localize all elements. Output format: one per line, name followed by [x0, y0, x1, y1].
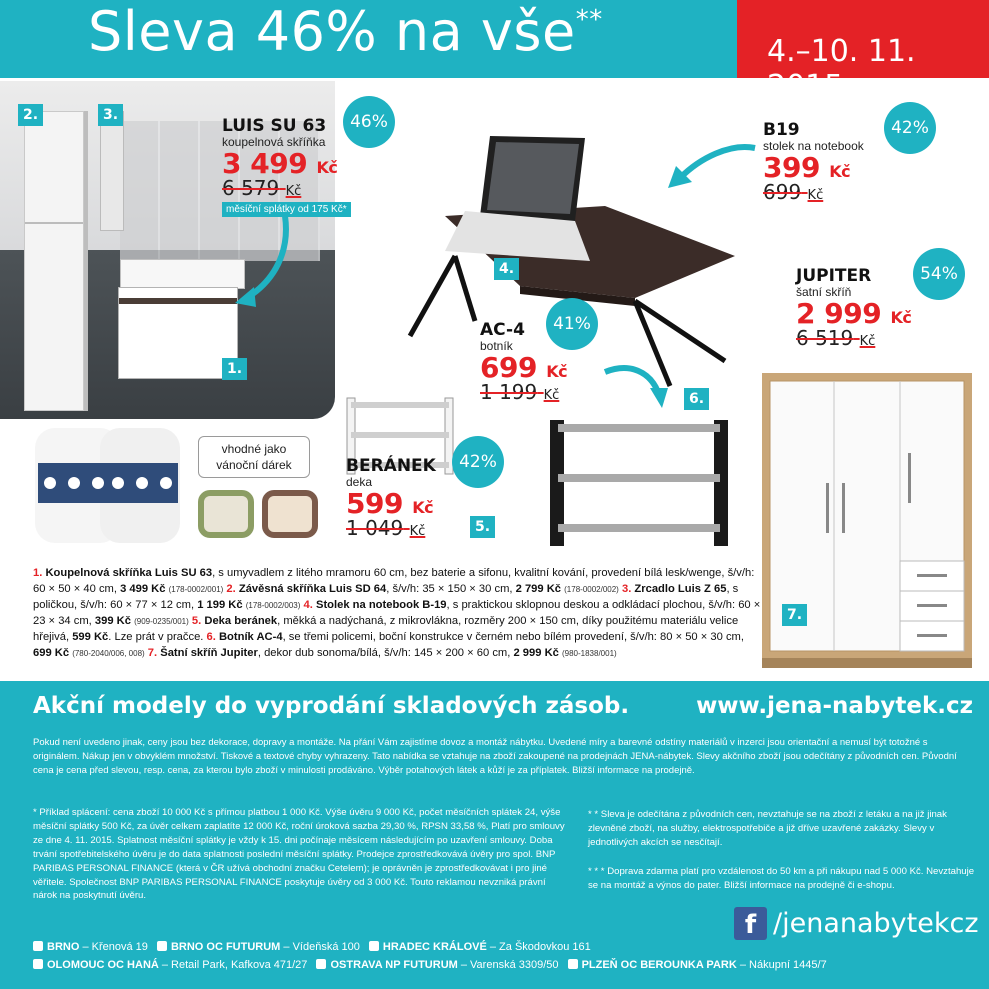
original-price: 1 199 Kč [480, 380, 560, 405]
discount-badge-jupiter: 54% [913, 248, 965, 300]
product-number-2: 2. [18, 104, 43, 126]
bullet-icon [568, 959, 578, 969]
product-subtitle: deka [346, 474, 373, 489]
original-price: 6 519 Kč [796, 326, 876, 351]
blanket-brown-image [262, 490, 318, 538]
store-item: OSTRAVA NP FUTURUM – Varenská 3309/50 [316, 957, 558, 975]
store-item: HRADEC KRÁLOVÉ – Za Škodovkou 161 [369, 939, 591, 957]
product-number-5: 5. [470, 516, 495, 538]
desc-item-7: 7. Šatní skříň Jupiter, dekor dub sonoma/bílá, š/v/h: 145 × 200 × 60 cm, 2 999 Kč (980-1838/001) [147, 647, 617, 660]
bullet-icon [316, 959, 326, 969]
delivery-terms-note: * * * Doprava zdarma platí pro vzdálenost do 50 km a při nákupu nad 5 000 Kč. Nevztahuje se na montáž a výnos do pater. Bližší informace na prodejně či e-shopu. [588, 866, 975, 891]
discount-badge-ac4: 41% [546, 298, 598, 350]
blanket-green-image [198, 490, 254, 538]
tall-cabinet-image [24, 111, 84, 411]
bullet-icon [33, 941, 43, 951]
footer-tagline: Akční modely do vyprodání skladových zásob. [33, 693, 630, 719]
desc-item-6: 6. Botník AC-4, se třemi policemi, boční konstrukce v černém nebo bílém provedení, š/v/h: 80 × 50 × 30 cm, 699 Kč (780-2040/006, 008) [33, 631, 744, 660]
product-number-1: 1. [222, 358, 247, 380]
discount-badge-luis: 46% [343, 96, 395, 148]
credit-example-note: * Příklad splácení: cena zboží 10 000 Kč s přímou platbou 1 000 Kč. Výše úvěru 9 000 Kč, počet měsíčních splátek 24, výše měsíční splátky 500 Kč, za úvěr celkem zaplatíte 12 000 Kč, roční úroková sazba 29,30 %, RPSN 33,58 %, Platí pro smlouvy ze dne 4. 11. 2015. Splatnost měsíční splátky je vždy k 15. dni počínaje měsícem následujícím po uzavření smlouvy. Doba trvání spotřebitelského úvěru je do data splatnosti poslední měsíční splátky. Prodejce zprostředkovává úvěry pro spol. BNP PARIBAS PERSONAL FINANCE (která v ČR užívá obchodní značku Cetelem); je oprávněn je zprostředkovávat i pro jiné věřitele. Společnost BNP PARIBAS PERSONAL FINANCE poskytuje úvěry od 3 000 Kč. Touto reklamou nevzniká právní nárok na poskytnutí úvěru. [33, 807, 565, 902]
product-name: BERÁNEK [346, 456, 436, 476]
promo-date-badge: 4.–10. 11. [737, 0, 989, 78]
arrow-icon [660, 138, 760, 198]
discount-badge-beranek: 42% [452, 436, 504, 488]
product-subtitle: šatní skříň [796, 284, 852, 299]
original-price: 1 049 Kč [346, 516, 426, 541]
store-item: PLZEŇ OC BEROUNKA PARK – Nákupní 1445/7 [568, 957, 827, 975]
product-number-3: 3. [98, 104, 123, 126]
headline-footnote-mark: ** [575, 5, 603, 35]
product-name: LUIS SU 63 [222, 116, 327, 136]
arrow-icon [230, 211, 300, 311]
store-item: BRNO OC FUTURUM – Vídeňská 100 [157, 939, 360, 957]
product-subtitle: koupelnová skříňka [222, 134, 326, 149]
original-price: 699 Kč [763, 180, 824, 205]
store-item: BRNO – Křenová 19 [33, 939, 148, 957]
discount-terms-note: * * Sleva je odečítána z původních cen, nevztahuje se na zboží z letáku a na již jinak zlevněné zboží, na služby, elektrospotřebiče a již dříve uzavřené zakázky. Slevy v jednotlivých akcích se nesčítají. [588, 809, 947, 848]
bullet-icon [369, 941, 379, 951]
desc-item-4: 4. Stolek na notebook B-19, s praktickou sklopnou deskou a odkládací plochou, š/v/h: 60 × 23 × 34 cm, 399 Kč (909-0235/001) [33, 599, 761, 628]
facebook-handle: /jenanabytekcz [773, 908, 979, 939]
product-name: AC-4 [480, 320, 525, 340]
general-terms: Pokud není uvedeno jinak, ceny jsou bez dekorace, dopravy a montáže. Na přání Vám zajistíme dovoz a montáž nábytku. Uvedené míry a barevné odstíny materiálů v inzerci jsou orientační a nemusí být totožné s originálem. Nákup jen v obvyklém množství. Tiskové a textové chyby vyhrazeny. Tato nabídka se vztahuje na zboží zakoupené na prodejnách JENA-nábytek. Slevy akčního zboží jsou odečítány z původních cen. Původní cena je cena před slevou, resp. cena, za kterou bylo zboží v minulosti prodáváno. Výběr potahových látek a kůží je za příplatek. Bližší informace na prodejně. [33, 737, 957, 776]
sale-headline: Sleva 46% na vše** [88, 0, 603, 63]
gift-note: vhodné jako vánoční dárek [198, 436, 310, 478]
discount-badge-b19: 42% [884, 102, 936, 154]
product-name: JUPITER [796, 266, 872, 286]
product-name: B19 [763, 120, 800, 140]
b19-price-block [763, 122, 864, 203]
jupiter-price-block [796, 268, 911, 349]
sale-price: 599 Kč [346, 487, 434, 521]
sink-image [120, 259, 245, 289]
installment-badge: měsíční splátky od 175 Kč* [222, 202, 351, 217]
product-showcase [0, 78, 989, 681]
facebook-icon: f [734, 907, 767, 940]
luis-price-block [222, 118, 351, 217]
desc-item-3: 3. Zrcadlo Luis Z 65, s poličkou, š/v/h: 60 × 77 × 12 cm, 1 199 Kč (178-0002/003) [33, 583, 739, 612]
product-subtitle: botník [480, 338, 513, 353]
sale-price: 2 999 Kč [796, 297, 912, 331]
store-list [33, 939, 973, 974]
product-descriptions [33, 565, 763, 661]
desc-item-2: 2. Závěsná skříňka Luis SD 64, š/v/h: 35 × 150 × 30 cm, 2 799 Kč (178-0002/002) [226, 583, 619, 596]
header-banner [0, 0, 989, 78]
sink-cabinet-image [118, 287, 238, 379]
store-item: OLOMOUC OC HANÁ – Retail Park, Kafkova 471/27 [33, 957, 307, 975]
product-number-4: 4. [494, 258, 519, 280]
facebook-link[interactable] [734, 907, 979, 940]
product-number-7: 7. [782, 604, 807, 626]
sale-price: 3 499 Kč [222, 147, 338, 181]
sale-price: 399 Kč [763, 151, 851, 185]
blanket-image [30, 423, 190, 553]
arrow-icon [600, 362, 670, 412]
desc-item-5: 5. Deka beránek, měkká a nadýchaná, z mikrovlákna, rozměry 200 × 150 cm, díky použitému materiálu velice hřejivá, 599 Kč. Lze prát v pračce. [33, 615, 739, 644]
footer-band [0, 681, 989, 989]
sale-price: 699 Kč [480, 351, 568, 385]
original-price: 6 579 Kč [222, 176, 302, 201]
bullet-icon [157, 941, 167, 951]
mirror-image [100, 111, 124, 231]
product-subtitle: stolek na notebook [763, 138, 864, 153]
bullet-icon [33, 959, 43, 969]
beranek-price-block [346, 458, 436, 539]
product-number-6: 6. [684, 388, 709, 410]
desc-item-1: 1. Koupelnová skříňka Luis SU 63, s umyvadlem z litého mramoru 60 cm, bez baterie a sifonu, kvalitní kování, provedení bílá lesk/wenge, š/v/h: 60 × 50 × 40 cm, 3 499 Kč (178-0002/001) [33, 567, 755, 596]
shoe-rack-black-image [548, 418, 730, 548]
website-link[interactable]: www.jena-nabytek.cz [696, 693, 973, 719]
